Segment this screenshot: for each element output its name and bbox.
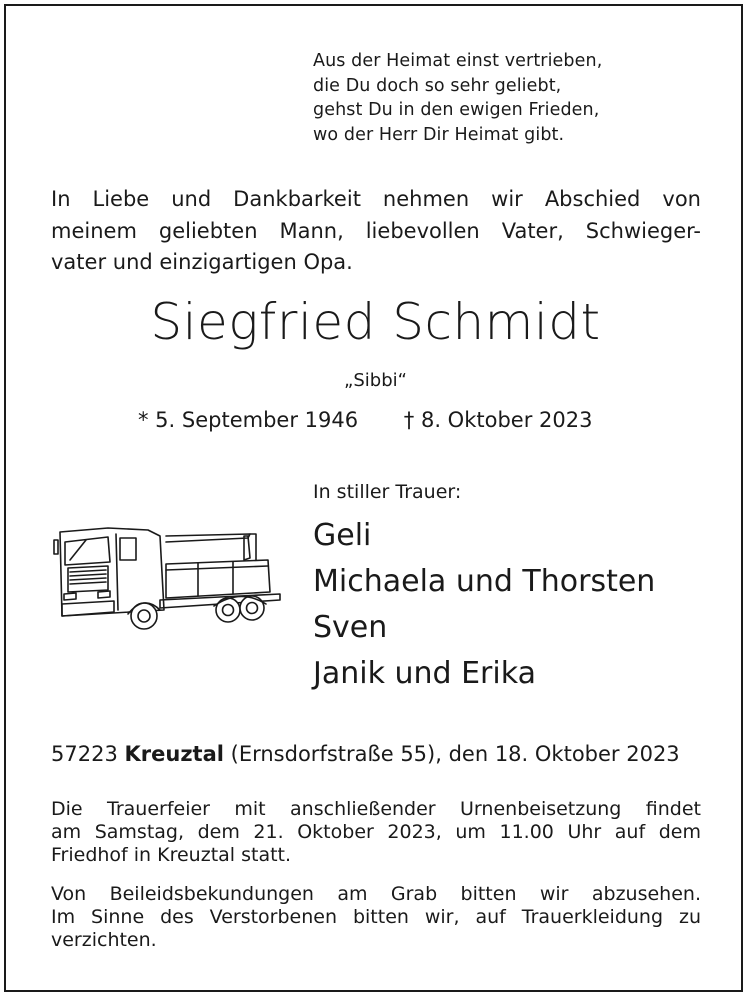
postcode: 57223 [51,742,118,766]
mourner-name: Michaela und Thorsten [313,564,656,599]
mourners-list [313,513,655,697]
mourner-name: Janik und Erika [313,656,536,691]
poem [313,49,602,147]
funeral-line: Friedhof in Kreuztal statt. [51,844,292,866]
deceased-nickname: „Sibbi“ [344,370,407,391]
condolences-line: Im Sinne des Verstorbenen bitten wir, auf Trauerkleidung zu [51,906,701,928]
life-dates [138,405,592,435]
intro-line: In Liebe und Dankbarkeit nehmen wir Abschied von [51,187,701,211]
place-and-date [51,739,680,769]
mourners-label: In stiller Trauer: [313,481,462,503]
intro-text [51,184,701,279]
mourner-name: Geli [313,518,372,553]
poem-line: wo der Herr Dir Heimat gibt. [313,124,565,145]
funeral-info [51,798,701,867]
tow-truck-icon [48,520,284,640]
city: Kreuztal [124,742,224,766]
funeral-line: Die Trauerfeier mit anschließender Urnenbeisetzung findet [51,798,701,820]
deceased-name: Siegfried Schmidt [150,293,601,351]
address-date: (Ernsdorfstraße 55), den 18. Oktober 2023 [230,742,680,766]
condolences-line: Von Beileidsbekundungen am Grab bitten wir abzusehen. [51,883,701,905]
mourner-name: Sven [313,610,388,645]
poem-line: Aus der Heimat einst vertrieben, [313,51,603,71]
intro-line: vater und einzigartigen Opa. [51,250,353,274]
funeral-line: am Samstag, dem 21. Oktober 2023, um 11.00 Uhr auf dem [51,821,701,843]
intro-line: meinem geliebten Mann, liebevollen Vater, Schwieger- [51,218,701,243]
birth-date: * 5. September 1946 [138,408,359,432]
condolences-line: verzichten. [51,929,157,951]
poem-line: gehst Du in den ewigen Frieden, [313,100,600,120]
condolences-info [51,883,701,952]
death-date: † 8. Oktober 2023 [403,408,593,432]
poem-line: die Du doch so sehr geliebt, [313,75,562,96]
